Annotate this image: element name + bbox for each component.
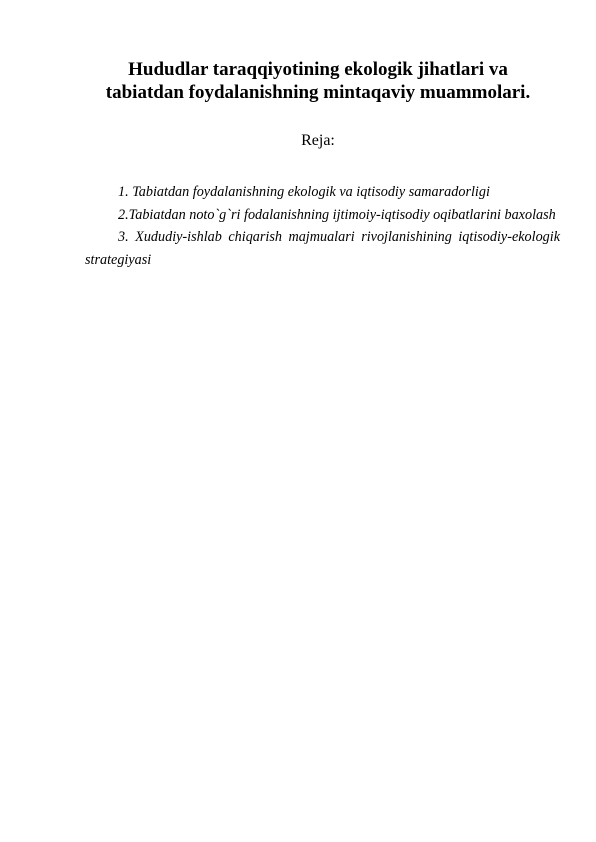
plan-item-3: 3. Xududiy-ishlab chiqarish majmualari rivojlanishining iqtisodiy-ekologik strategiyasi [85,229,560,268]
plan-heading: Reja: [301,132,335,149]
plan-list [85,181,560,271]
plan-item-2: 2.Tabiatdan noto`g`ri fodalanishning ijtimoiy-iqtisodiy oqibatlarini baxolash [118,206,556,223]
plan-item-1: 1. Tabiatdan foydalanishning ekologik va iqtisodiy samaradorligi [118,184,490,200]
title-line-1: Hududlar taraqqiyotining ekologik jihatlari va [128,59,508,80]
title-line-2: tabiatdan foydalanishning mintaqaviy muammolari. [105,82,531,103]
document-title [60,58,576,104]
